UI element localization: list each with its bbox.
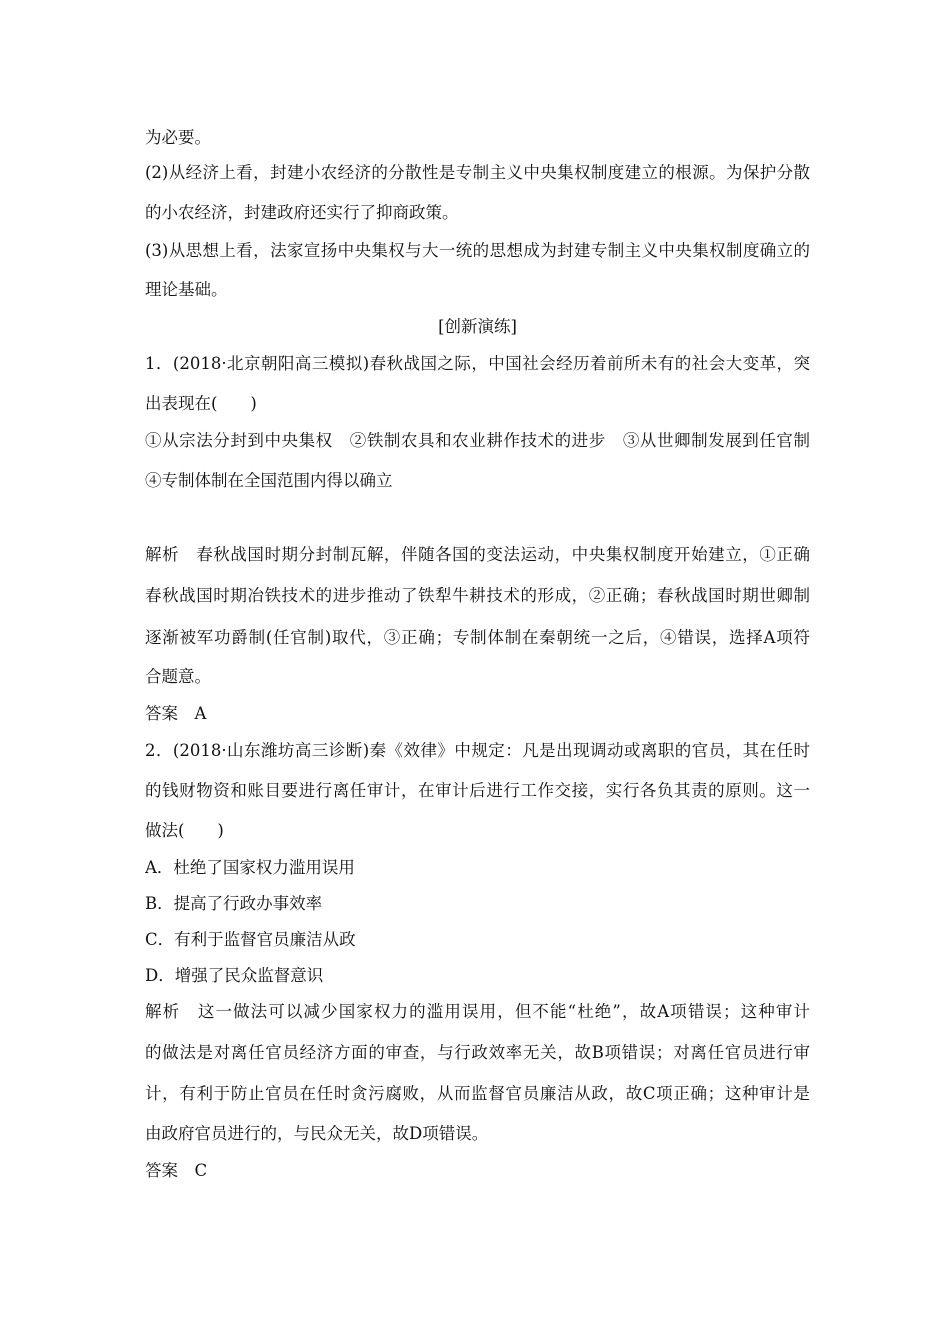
- q2-option-a: A．杜绝了国家权力滥用误用: [145, 858, 355, 877]
- intro-line-1: 为必要。: [145, 128, 211, 147]
- q1-answer: 答案 A: [145, 704, 207, 723]
- q2-answer: 答案 C: [145, 1161, 208, 1180]
- q2-analysis-line-4: 由政府官员进行的，与民众无关，故D项错误。: [145, 1124, 489, 1143]
- q2-stem-line-2: 的钱财物资和账目要进行离任审计，在审计后进行工作交接，实行各负其责的原则。这一: [145, 781, 810, 800]
- q1-items-line-2: ④专制体制在全国范围内得以确立: [145, 471, 393, 490]
- q2-analysis-line-3: 计，有利于防止官员在任时贪污腐败，从而监督官员廉洁从政，故C项正确；这种审计是: [145, 1084, 810, 1103]
- intro-paragraph-2-line-1: (2)从经济上看，封建小农经济的分散性是专制主义中央集权制度建立的根源。为保护分散: [145, 163, 810, 182]
- q1-stem-line-1: 1．(2018·北京朝阳高三模拟)春秋战国之际，中国社会经历着前所未有的社会大变革，突: [145, 354, 810, 373]
- q2-stem-line-1: 2．(2018·山东潍坊高三诊断)秦《效律》中规定：凡是出现调动或离职的官员，其在任时: [145, 741, 810, 760]
- q2-analysis-line-2: 的做法是对离任官员经济方面的审查，与行政效率无关，故B项错误；对离任官员进行审: [145, 1043, 810, 1062]
- q1-stem-line-2: 出表现在( ): [145, 394, 257, 413]
- q2-option-d: D．增强了民众监督意识: [145, 966, 324, 985]
- intro-paragraph-3-line-2: 理论基础。: [145, 280, 228, 299]
- q2-option-c: C．有利于监督官员廉洁从政: [145, 930, 356, 949]
- q1-items-line-1: ①从宗法分封到中央集权 ②铁制农具和农业耕作技术的进步 ③从世卿制发展到任官制: [145, 431, 810, 450]
- q2-analysis-line-1: 解析 这一做法可以减少国家权力的滥用误用，但不能“杜绝”，故A项错误；这种审计: [145, 1002, 810, 1021]
- intro-paragraph-2-line-2: 的小农经济，封建政府还实行了抑商政策。: [145, 203, 459, 222]
- q1-analysis-line-1: 解析 春秋战国时期分封制瓦解，伴随各国的变法运动，中央集权制度开始建立，①正确: [145, 545, 810, 564]
- q1-analysis-line-4: 合题意。: [145, 667, 211, 686]
- intro-paragraph-3-line-1: (3)从思想上看，法家宣扬中央集权与大一统的思想成为封建专制主义中央集权制度确立的: [145, 241, 810, 260]
- q1-analysis-line-3: 逐渐被军功爵制(任官制)取代，③正确；专制体制在秦朝统一之后，④错误，选择A项符: [145, 628, 810, 647]
- q1-analysis-line-2: 春秋战国时期冶铁技术的进步推动了铁犁牛耕技术的形成，②正确；春秋战国时期世卿制: [145, 586, 810, 605]
- q2-option-b: B．提高了行政办事效率: [145, 894, 323, 913]
- section-title: [创新演练]: [438, 317, 517, 336]
- q2-stem-line-3: 做法( ): [145, 821, 224, 840]
